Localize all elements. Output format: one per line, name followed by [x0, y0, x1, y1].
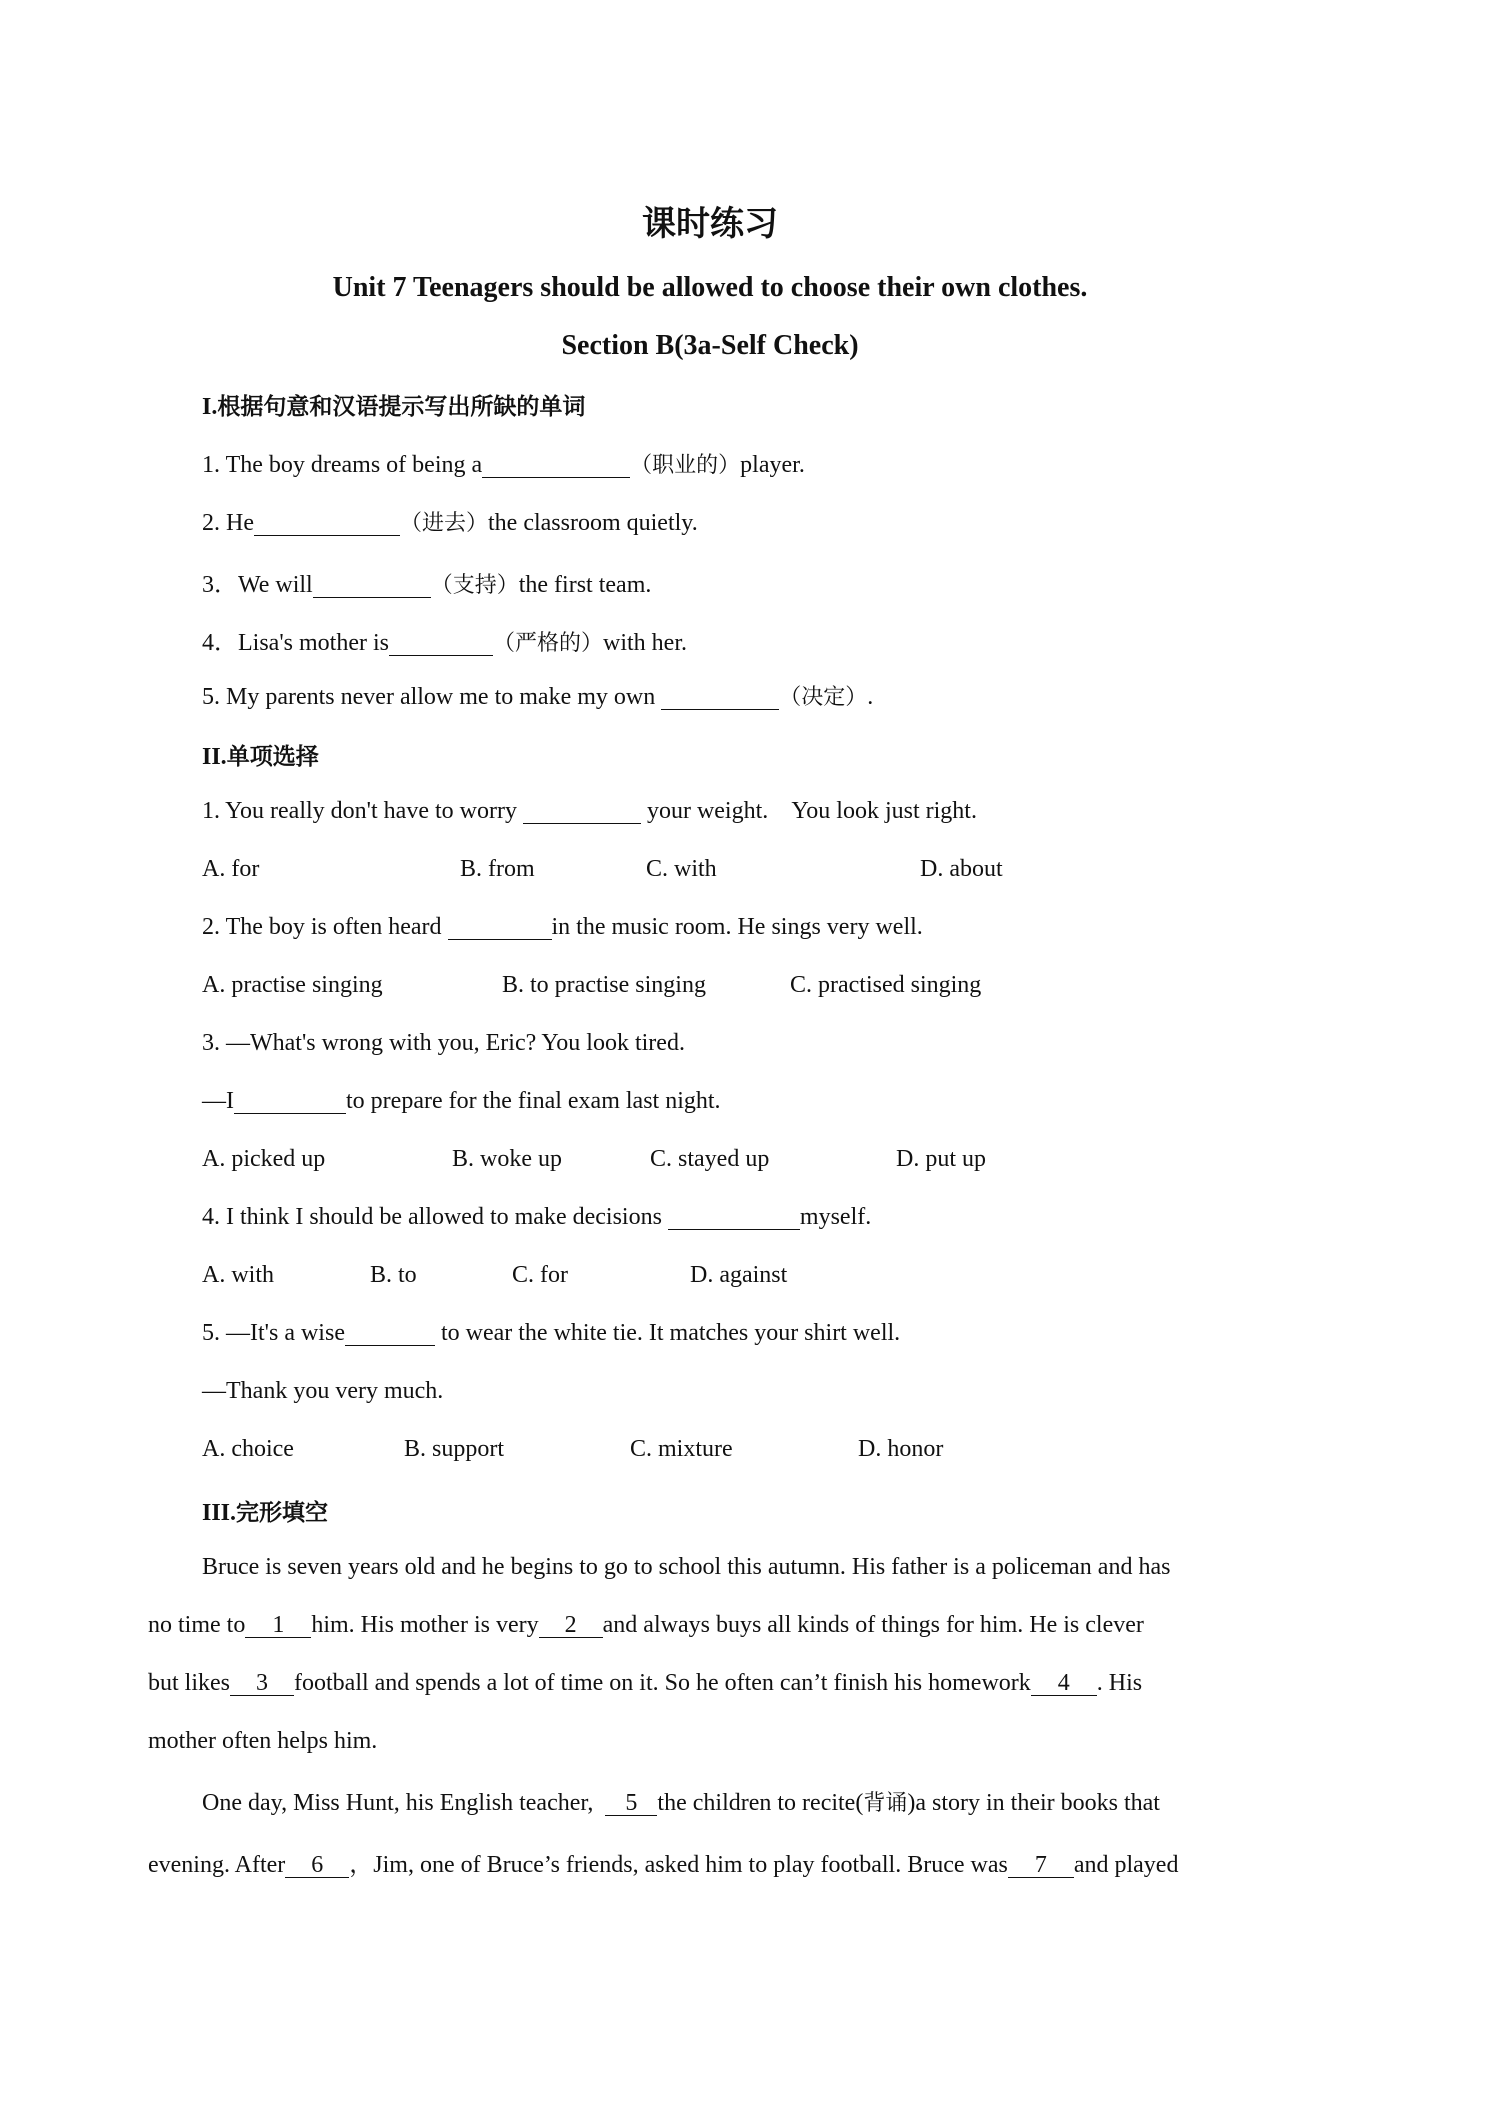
- answer-blank[interactable]: [345, 1321, 435, 1346]
- answer-blank[interactable]: [389, 631, 493, 656]
- passage-line: [202, 1786, 1160, 1817]
- passage-text: . His: [1096, 1670, 1143, 1696]
- passage-text: evening. After: [148, 1852, 286, 1878]
- question-text: 4. I think I should be allowed to make decisions: [202, 1204, 668, 1230]
- part2-heading: [202, 738, 319, 771]
- part1-item-2: [202, 506, 698, 537]
- part1-item-5: [202, 680, 873, 711]
- option-b[interactable]: B. from: [460, 856, 535, 882]
- question-text: to prepare for the final exam last night.: [346, 1088, 721, 1114]
- item-text: 2. He: [202, 510, 254, 536]
- part2-heading-num: II.: [202, 744, 227, 770]
- option-d[interactable]: D. against: [690, 1262, 788, 1288]
- part2-question-3-reply: [202, 1088, 721, 1115]
- answer-blank[interactable]: [254, 511, 400, 536]
- part1-item-3: [202, 564, 651, 599]
- passage-text: football and spends a lot of time on it. So he often can’t finish his homework: [294, 1670, 1031, 1696]
- item-text: the first team.: [518, 572, 652, 598]
- option-b[interactable]: B. to practise singing: [502, 972, 706, 998]
- cloze-blank-7[interactable]: 7: [1008, 1853, 1074, 1878]
- page-title: 课时练习: [642, 204, 778, 244]
- chinese-hint: （进去）: [399, 511, 488, 536]
- cloze-blank-2[interactable]: 2: [539, 1613, 603, 1638]
- unit-title: Unit 7 Teenagers should be allowed to choose their own clothes.: [332, 272, 1088, 303]
- question-text: 1. You really don't have to worry: [202, 798, 523, 824]
- option-a[interactable]: A. with: [202, 1262, 274, 1288]
- part1-item-4: [202, 622, 687, 657]
- part1-heading-num: I.: [202, 394, 218, 420]
- chinese-hint: （决定）: [779, 685, 868, 710]
- option-b[interactable]: B. support: [404, 1436, 505, 1462]
- chinese-hint: （职业的）: [630, 453, 741, 478]
- section-title: Section B(3a-Self Check): [561, 330, 859, 361]
- item-text: player.: [740, 452, 805, 478]
- part3-heading-num: III.: [202, 1500, 237, 1526]
- part3-heading-text: 完形填空: [236, 1500, 329, 1526]
- part1-heading-text: 根据句意和汉语提示写出所缺的单词: [217, 394, 586, 420]
- item-text: with her.: [603, 630, 687, 656]
- passage-line: mother often helps him.: [148, 1728, 378, 1754]
- passage-text: and played: [1073, 1852, 1179, 1878]
- answer-blank[interactable]: [482, 453, 630, 478]
- part1-item-1: [202, 448, 805, 479]
- passage-line: Bruce is seven years old and he begins to go to school this autumn. His father is a policeman and has: [202, 1554, 1171, 1580]
- option-a[interactable]: A. choice: [202, 1436, 294, 1462]
- option-c[interactable]: C. mixture: [630, 1436, 733, 1462]
- item-text: 1. The boy dreams of being a: [202, 452, 483, 478]
- cloze-blank-4[interactable]: 4: [1031, 1671, 1097, 1696]
- option-a[interactable]: A. for: [202, 856, 260, 882]
- question-text: myself.: [799, 1204, 872, 1230]
- item-text: 3．We will: [202, 572, 313, 598]
- part2-question-5-reply: —Thank you very much.: [202, 1378, 444, 1404]
- option-a[interactable]: A. picked up: [202, 1146, 326, 1172]
- option-b[interactable]: B. woke up: [452, 1146, 562, 1172]
- cloze-blank-6[interactable]: 6: [285, 1853, 349, 1878]
- passage-text: and always buys all kinds of things for him. He is clever: [602, 1612, 1144, 1638]
- cloze-blank-3[interactable]: 3: [230, 1671, 294, 1696]
- question-text: your weight. You look just right.: [640, 798, 977, 824]
- cloze-blank-5[interactable]: 5: [605, 1791, 657, 1816]
- part2-question-4: [202, 1204, 871, 1231]
- passage-chinese: 背诵: [863, 1791, 908, 1816]
- option-b[interactable]: B. to: [370, 1262, 417, 1288]
- passage-text: him. His mother is very: [311, 1612, 539, 1638]
- option-a[interactable]: A. practise singing: [202, 972, 383, 998]
- answer-blank[interactable]: [448, 915, 552, 940]
- item-text: .: [867, 684, 874, 710]
- part2-question-5: [202, 1320, 900, 1347]
- item-text: 4．Lisa's mother is: [202, 630, 389, 656]
- part3-heading: [202, 1494, 328, 1527]
- chinese-hint: （严格的）: [492, 631, 603, 656]
- passage-text: no time to: [148, 1612, 246, 1638]
- cloze-blank-1[interactable]: 1: [245, 1613, 311, 1638]
- passage-text: but likes: [148, 1670, 230, 1696]
- passage-text: One day, Miss Hunt, his English teacher,: [202, 1790, 606, 1816]
- option-d[interactable]: D. put up: [896, 1146, 986, 1172]
- option-c[interactable]: C. stayed up: [650, 1146, 770, 1172]
- passage-text: the children to recite(: [657, 1790, 864, 1816]
- passage-line: [148, 1844, 1178, 1879]
- passage-text: )a story in their books that: [907, 1790, 1160, 1816]
- answer-blank[interactable]: [523, 799, 641, 824]
- answer-blank[interactable]: [668, 1205, 800, 1230]
- question-text: in the music room. He sings very well.: [551, 914, 923, 940]
- part2-question-2: [202, 914, 923, 941]
- passage-text: ，Jim, one of Bruce’s friends, asked him to play football. Bruce was: [349, 1852, 1008, 1878]
- option-c[interactable]: C. for: [512, 1262, 568, 1288]
- answer-blank[interactable]: [313, 573, 431, 598]
- option-c[interactable]: C. with: [646, 856, 717, 882]
- question-text: —I: [202, 1088, 234, 1114]
- passage-line: [148, 1670, 1142, 1697]
- option-d[interactable]: D. about: [920, 856, 1003, 882]
- item-text: 5. My parents never allow me to make my own: [202, 684, 662, 710]
- option-c[interactable]: C. practised singing: [790, 972, 982, 998]
- question-text: 2. The boy is often heard: [202, 914, 448, 940]
- chinese-hint: （支持）: [430, 573, 519, 598]
- question-text: 5. —It's a wise: [202, 1320, 345, 1346]
- answer-blank[interactable]: [234, 1089, 346, 1114]
- passage-line: [148, 1612, 1144, 1639]
- answer-blank[interactable]: [661, 685, 779, 710]
- item-text: the classroom quietly.: [488, 510, 698, 536]
- part2-question-3: 3. —What's wrong with you, Eric? You look tired.: [202, 1030, 685, 1056]
- part2-question-1: [202, 798, 977, 825]
- part1-heading: [202, 388, 585, 421]
- option-d[interactable]: D. honor: [858, 1436, 944, 1462]
- part2-heading-text: 单项选择: [226, 744, 319, 770]
- question-text: to wear the white tie. It matches your shirt well.: [434, 1320, 901, 1346]
